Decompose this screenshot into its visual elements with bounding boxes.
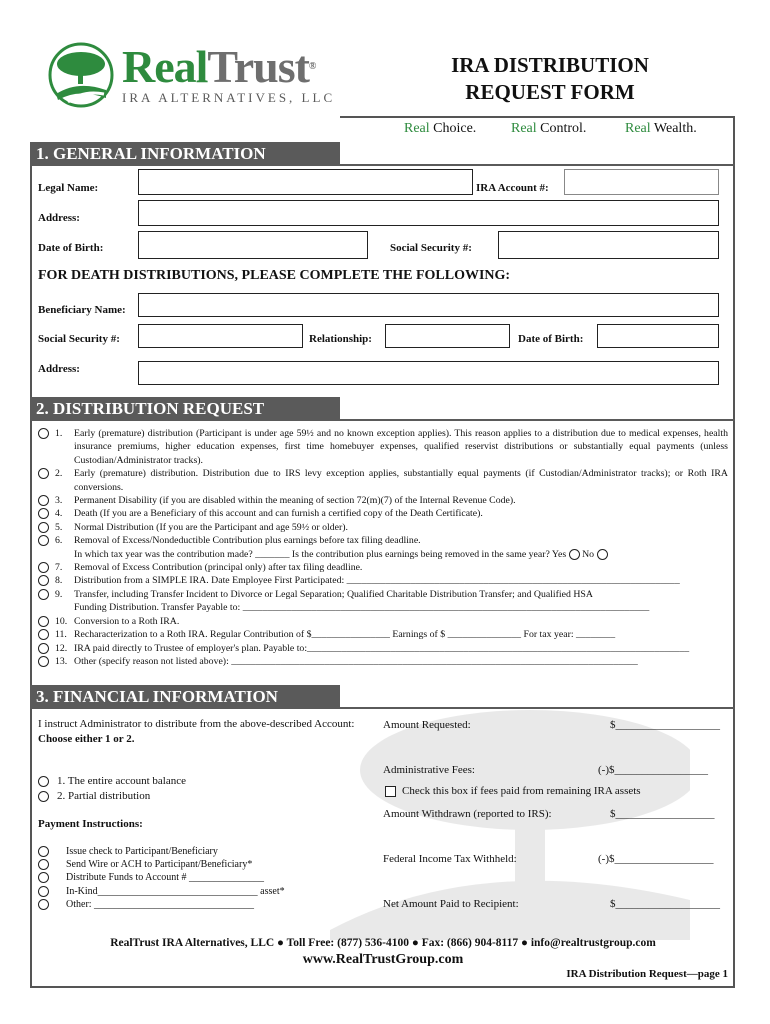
financial-instructions (38, 717, 368, 747)
list-item: 5. Normal Distribution (If you are the Participant and age 59½ or older). (38, 521, 728, 534)
company-logo (48, 40, 358, 116)
section-general-heading: 1. GENERAL INFORMATION (30, 142, 340, 166)
fed-tax-label: Federal Income Tax Withheld: (383, 853, 517, 865)
list-item: 9. Transfer, including Transfer Incident to Divorce or Legal Separation; Qualified Charitable Distribution Transfer; and Qualified HSA (38, 588, 728, 601)
yes-label: Yes (551, 548, 567, 560)
admin-fees-label: Administrative Fees: (383, 764, 475, 776)
address-field[interactable] (138, 200, 719, 226)
tagline-control: Real Control. (511, 121, 587, 136)
reason-radio-8[interactable] (38, 575, 49, 586)
ssn-label: Social Security #: (390, 242, 472, 254)
list-item: Issue check to Participant/Beneficiary (38, 845, 285, 858)
relationship-field[interactable] (385, 324, 510, 348)
section-distribution-heading: 2. DISTRIBUTION REQUEST (30, 397, 340, 421)
option-entire-balance: 1. The entire account balance (38, 775, 186, 787)
beneficiary-name-field[interactable] (138, 293, 719, 317)
list-item: 6. Removal of Excess/Nondeductible Contribution plus earnings before tax filing deadline. (38, 534, 728, 547)
distribution-reasons-list (38, 427, 728, 668)
tagline-choice: Real Choice. (404, 121, 477, 136)
list-item: 13. Other (specify reason not listed above): ___________________________________________________________________________________ (38, 655, 728, 668)
list-item: 1. Early (premature) distribution (Participant is under age 59½ and no known exception applies). This reason applies to a distribution due to medical expenses, health insurance premiums, higher education expenses, first time homebuyer expenses, qualified reservist distributions or substantially equal payments (unless Custodian/Administrator tracks). (38, 427, 728, 467)
ira-account-field[interactable] (564, 169, 719, 195)
entire-balance-radio[interactable] (38, 776, 49, 787)
reason-radio-10[interactable] (38, 616, 49, 627)
reason-radio-12[interactable] (38, 643, 49, 654)
list-item: 7. Removal of Excess Contribution (principal only) after tax filing deadline. (38, 561, 728, 574)
reason-radio-4[interactable] (38, 508, 49, 519)
payment-radio-other[interactable] (38, 899, 49, 910)
tree-road-icon (48, 42, 114, 108)
list-item: In-Kind________________________________ asset* (38, 885, 285, 898)
payment-radio-check[interactable] (38, 846, 49, 857)
legal-name-field[interactable] (138, 169, 473, 195)
net-amount-label: Net Amount Paid to Recipient: (383, 898, 519, 910)
fee-checkbox-row: Check this box if fees paid from remaining IRA assets (385, 785, 641, 797)
footer-contact: RealTrust IRA Alternatives, LLC ● Toll Free: (877) 536-4100 ● Fax: (866) 904-8117 ● info@realtrustgroup.com (110, 937, 656, 949)
section-rule (340, 419, 735, 421)
beneficiary-address-label: Address: (38, 363, 80, 375)
net-amount-field[interactable]: $___________________ (610, 898, 720, 910)
list-item: 3. Permanent Disability (if you are disabled within the meaning of section 72(m)(7) of the Internal Revenue Code). (38, 494, 728, 507)
beneficiary-address-field[interactable] (138, 361, 719, 385)
item9-followup: Funding Distribution. Transfer Payable to: ___________________________________________________________________________________ (74, 602, 650, 614)
footer-page-label: IRA Distribution Request—page 1 (566, 968, 728, 980)
relationship-label: Relationship: (309, 333, 372, 345)
reason-radio-3[interactable] (38, 495, 49, 506)
amount-withdrawn-field[interactable]: $__________________ (610, 808, 715, 820)
payment-instructions-heading: Payment Instructions: (38, 818, 143, 830)
yes-radio[interactable] (569, 549, 580, 560)
payment-radio-wire[interactable] (38, 859, 49, 870)
list-item: Other: ________________________________ (38, 898, 285, 911)
beneficiary-ssn-label: Social Security #: (38, 333, 120, 345)
death-distributions-heading: FOR DEATH DISTRIBUTIONS, PLEASE COMPLETE THE FOLLOWING: (38, 268, 511, 283)
reason-radio-7[interactable] (38, 562, 49, 573)
reason-radio-9[interactable] (38, 589, 49, 600)
list-item: 4. Death (If you are a Beneficiary of this account and can furnish a certified copy of the Death Certificate). (38, 507, 728, 520)
amount-requested-field[interactable]: $___________________ (610, 719, 720, 731)
dob-field[interactable] (138, 231, 368, 259)
beneficiary-name-label: Beneficiary Name: (38, 304, 126, 316)
partial-radio[interactable] (38, 791, 49, 802)
amount-withdrawn-label: Amount Withdrawn (reported to IRS): (383, 808, 552, 820)
list-item: 8. Distribution from a SIMPLE IRA. Date Employee First Participated: ____________________________________________________________________ (38, 574, 728, 587)
dob-label: Date of Birth: (38, 242, 104, 254)
beneficiary-dob-field[interactable] (597, 324, 719, 348)
reason-radio-1[interactable] (38, 428, 49, 439)
choose-text: Choose either 1 or 2. (38, 733, 135, 745)
list-item: 2. Early (premature) distribution. Distribution due to IRS levy exception applies, substantially equal payments (if Custodian/Administrator tracks); or Roth IRA conversions. (38, 467, 728, 494)
footer-website[interactable]: www.RealTrustGroup.com (302, 952, 464, 967)
trademark: ® (308, 61, 316, 72)
option-partial: 2. Partial distribution (38, 790, 150, 802)
form-title-line2: REQUEST FORM (465, 80, 635, 104)
legal-name-label: Legal Name: (38, 182, 99, 194)
list-item: Send Wire or ACH to Participant/Beneficiary* (38, 858, 285, 871)
list-item: 12. IRA paid directly to Trustee of employer's plan. Payable to:______________________________________________________________________________ (38, 642, 728, 655)
form-title (400, 52, 700, 106)
beneficiary-ssn-field[interactable] (138, 324, 303, 348)
ssn-field[interactable] (498, 231, 719, 259)
amount-requested-label: Amount Requested: (383, 719, 471, 731)
ira-account-label: IRA Account #: (476, 182, 549, 194)
no-radio[interactable] (597, 549, 608, 560)
section-financial-heading: 3. FINANCIAL INFORMATION (30, 685, 340, 709)
section-rule (340, 707, 735, 709)
no-label: No (582, 548, 595, 560)
reason-radio-11[interactable] (38, 629, 49, 640)
brand-subtitle: IRA ALTERNATIVES, LLC (122, 90, 336, 105)
fee-checkbox[interactable] (385, 786, 396, 797)
list-item: Distribute Funds to Account # _______________ (38, 871, 285, 884)
admin-fees-field[interactable]: (-)$_________________ (598, 764, 708, 776)
list-item: 11. Recharacterization to a Roth IRA. Regular Contribution of $________________ Earnings of $ _______________ For tax year: ________ (38, 628, 728, 641)
address-label: Address: (38, 212, 80, 224)
tagline-wealth: Real Wealth. (625, 121, 697, 136)
reason-radio-6[interactable] (38, 535, 49, 546)
reason-radio-13[interactable] (38, 656, 49, 667)
brand-trust: Trust (207, 41, 309, 92)
item6-followup: In which tax year was the contribution made? _______ Is the contribution plus earnings being removed in the same year? Yes No (38, 548, 728, 561)
fed-tax-field[interactable]: (-)$__________________ (598, 853, 714, 865)
section-rule (340, 164, 735, 166)
payment-radio-inkind[interactable] (38, 886, 49, 897)
reason-radio-2[interactable] (38, 468, 49, 479)
list-item: 10. Conversion to a Roth IRA. (38, 615, 728, 628)
payment-options-list (38, 845, 285, 911)
beneficiary-dob-label: Date of Birth: (518, 333, 584, 345)
frame-top (340, 116, 735, 144)
reason-radio-5[interactable] (38, 522, 49, 533)
instruct-text: I instruct Administrator to distribute from the above-described Account: (38, 718, 355, 730)
payment-radio-account[interactable] (38, 872, 49, 883)
form-title-line1: IRA DISTRIBUTION (451, 53, 649, 77)
brand-real: Real (122, 41, 208, 92)
